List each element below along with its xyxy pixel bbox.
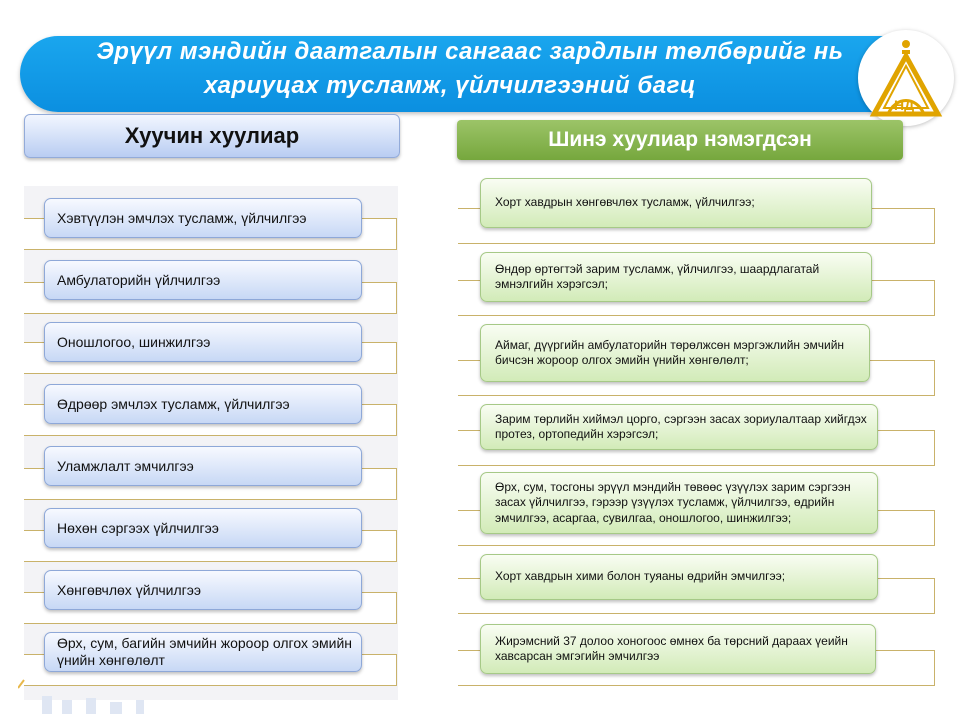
old-law-item [44,446,362,486]
old-law-item [44,384,362,424]
new-law-item-text: Өндөр өртөгтэй зарим тусламж, үйлчилгээ, шаардлагатай эмнэлгийн хэрэгсэл; [495,261,820,291]
decorative-watermark-icon [18,676,158,716]
new-law-item-text: Хорт хавдрын хими болон туяаны өдрийн эмчилгээ; [495,569,786,584]
new-law-item-text: Өрх, сум, тосгоны эрүүл мэндийн төвөөс үзүүлэх зарим сэргээн засах үйлчилгээ, гэрээр үзүүлэх тусламж, үйлчилгээ, өдрийн эмчилгээ, асаргаа, сувилгаа, оношлогоо, шинжилгээ; [495,479,851,525]
new-law-item-text: Хорт хавдрын хөнгөвчлөх тусламж, үйлчилгээ; [495,195,755,210]
title-banner [20,36,940,112]
new-law-item-text: Аймаг, дүүргийн амбулаторийн төрөлжсөн мэргэжлийн эмчийн бичсэн жороор олгох эмийн үнийн хөнгөлөлт; [495,337,845,367]
old-law-item-text: Хөнгөвчлөх үйлчилгээ [57,581,202,598]
old-law-item [44,322,362,362]
old-law-item-text: Нөхөн сэргээх үйлчилгээ [57,519,219,536]
new-law-item-text: Зарим төрлийн хиймэл цорго, сэргээн засах зориулалтаар хийгдэх протез, ортопедийн хэрэгсэл; [495,411,867,441]
old-law-item-text: Оношлогоо, шинжилгээ [57,333,211,350]
new-law-item [480,178,872,228]
ndsh-logo-icon [866,36,946,120]
old-law-item [44,570,362,610]
old-law-item-text: Өрх, сум, багийн эмчийн жороор олгох эмийн үнийн хөнгөлөлт [57,635,353,668]
old-law-panel [24,186,398,700]
new-law-item [480,472,878,534]
title-line-1: Эрүүл мэндийн даатгалын сангаас зардлын төлбөрийг нь [96,38,844,65]
old-law-item [44,632,362,672]
new-law-item [480,624,876,674]
new-law-item [480,252,872,302]
old-law-item-text: Уламжлалт эмчилгээ [57,457,194,474]
title-line-2: хариуцах тусламж, үйлчилгээний багц [204,72,696,99]
old-law-item [44,260,362,300]
new-law-item [480,404,878,450]
old-law-item [44,508,362,548]
svg-text:НД: НД [894,97,915,113]
old-law-item [44,198,362,238]
old-law-item-text: Хэвтүүлэн эмчлэх тусламж, үйлчилгээ [57,209,307,226]
logo [858,30,954,126]
new-law-item-text: Жирэмсний 37 долоо хоногоос өмнөх ба төрсний дараах үеийн хавсарсан эмгэгийн эмчилгээ [495,633,848,663]
new-law-item [480,324,870,382]
old-law-item-text: Өдрөөр эмчлэх тусламж, үйлчилгээ [57,395,290,412]
new-law-item [480,554,878,600]
old-law-header: Хуучин хуулиар [24,114,400,158]
old-law-item-text: Амбулаторийн үйлчилгээ [57,271,221,288]
new-law-header: Шинэ хуулиар нэмэгдсэн [457,120,903,160]
